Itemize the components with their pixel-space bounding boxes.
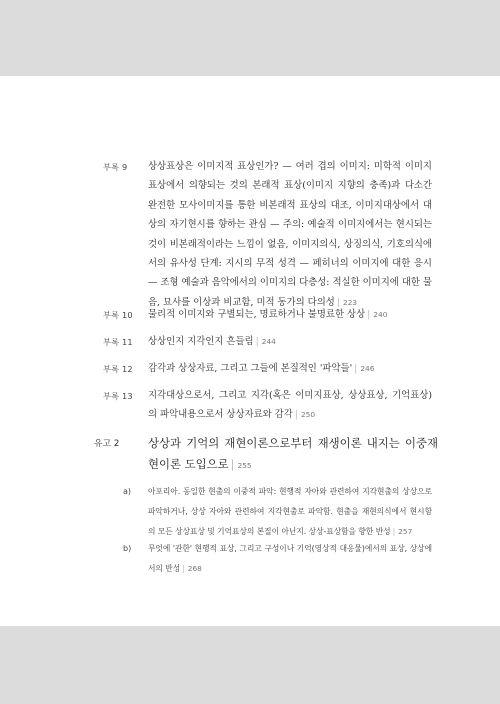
sub-entry-label: a) — [123, 487, 132, 496]
entry-label: 부록 13 — [103, 391, 133, 401]
sub-entry-title: 무엇에 '관한' 현행적 표상, 그리고 구성이나 기억(영상적 대응물)에서의 표상, 상상에서의 반성 — [148, 544, 432, 573]
toc-entry-appendix-13 — [0, 386, 500, 426]
toc-sub-entry-a — [0, 482, 500, 544]
appendix-label: 유고 2 — [94, 439, 120, 449]
entry-text — [148, 157, 432, 312]
entry-text — [148, 332, 432, 351]
page-number: 240 — [373, 310, 388, 319]
entry-title: 감각과 상상자료, 그리고 그들에 본질적인 '파악들' — [148, 363, 353, 374]
page-number: 255 — [237, 460, 252, 470]
sub-entry-text — [148, 539, 432, 579]
toc-appendix-2 — [0, 433, 500, 475]
entry-title: 상상표상은 이미지적 표상인가? — 여러 겹의 이미지: 미학적 이미지표상에서 의향되는 것의 본래적 표상(이미지 지향의 충족)과 다소간 완전한 모사이미지를 통한 비본래적 표상의 대조, 이미지대상에서 대상의 자기현시를 향하는 관심 — 주의: 예술적 이미지에서는 현시되는 것이 비본래적이라는 느낌이 없음, 이미지의식, 상징의식, 기호의식에서의 유사성 단계: 지시의 무적 성격 — 페히너의 이미지에 대한 응시 — 조형 예술과 음악에서의 이미지의 다층성: 적실한 이미지에 대한 물음, 묘사를 이상과 비교함, 미적 동가의 다의성 — [148, 161, 432, 308]
entry-label: 부록 12 — [103, 364, 133, 374]
entry-text — [148, 386, 432, 425]
appendix-text — [148, 433, 438, 476]
page-separator: | — [354, 363, 358, 374]
page-number: 244 — [261, 337, 276, 346]
entry-text — [148, 359, 432, 378]
page-separator: | — [255, 336, 259, 347]
sub-entry-title: 아포리아. 동일한 현출의 이중적 파악: 현행적 자아와 관련하여 지각현출의 상상으로 파악하거나, 상상 자아와 관련하여 지각현출로 파악함. 현출을 재현의식에서 현시함의 모든 상상표상 및 기억표상의 본질이 아닌지. 상상-표상함을 향한 반성 — [148, 487, 432, 536]
sub-entry-label: b) — [123, 544, 132, 553]
page-separator: | — [392, 527, 396, 536]
entry-label: 부록 10 — [103, 310, 133, 320]
page-number: 223 — [343, 297, 358, 307]
page-number: 257 — [398, 527, 413, 536]
sub-entry-text — [148, 482, 432, 542]
entry-title: 상상인지 지각인지 흔들림 — [148, 336, 254, 347]
appendix-title: 상상과 기억의 재현이론으로부터 재생이론 내지는 이중재현이론 도입으로 — [148, 436, 438, 471]
entry-label: 부록 9 — [103, 162, 128, 172]
toc-entry-appendix-9 — [0, 157, 500, 308]
page-separator: | — [294, 409, 298, 421]
page-separator: | — [367, 309, 371, 320]
toc-entry-appendix-11 — [0, 332, 500, 352]
page-separator: | — [230, 456, 235, 471]
page-number: 250 — [300, 410, 316, 420]
entry-label: 부록 11 — [103, 337, 133, 347]
entry-text — [148, 305, 432, 324]
page-number: 246 — [360, 364, 375, 373]
page-number: 268 — [187, 564, 202, 573]
entry-title: 지각대상으로서, 그리고 지각(혹은 이미지표상, 상상표상, 기억표상)의 파악내용으로서 상상자료와 감각 — [148, 390, 432, 421]
page-separator: | — [336, 296, 341, 308]
page-separator: | — [182, 564, 185, 573]
toc-entry-appendix-12 — [0, 359, 500, 379]
toc-entry-appendix-10 — [0, 305, 500, 325]
book-page — [0, 76, 500, 626]
entry-title: 물리적 이미지와 구별되는, 명료하거나 불명료한 상상 — [148, 309, 366, 320]
toc-sub-entry-b — [0, 539, 500, 581]
